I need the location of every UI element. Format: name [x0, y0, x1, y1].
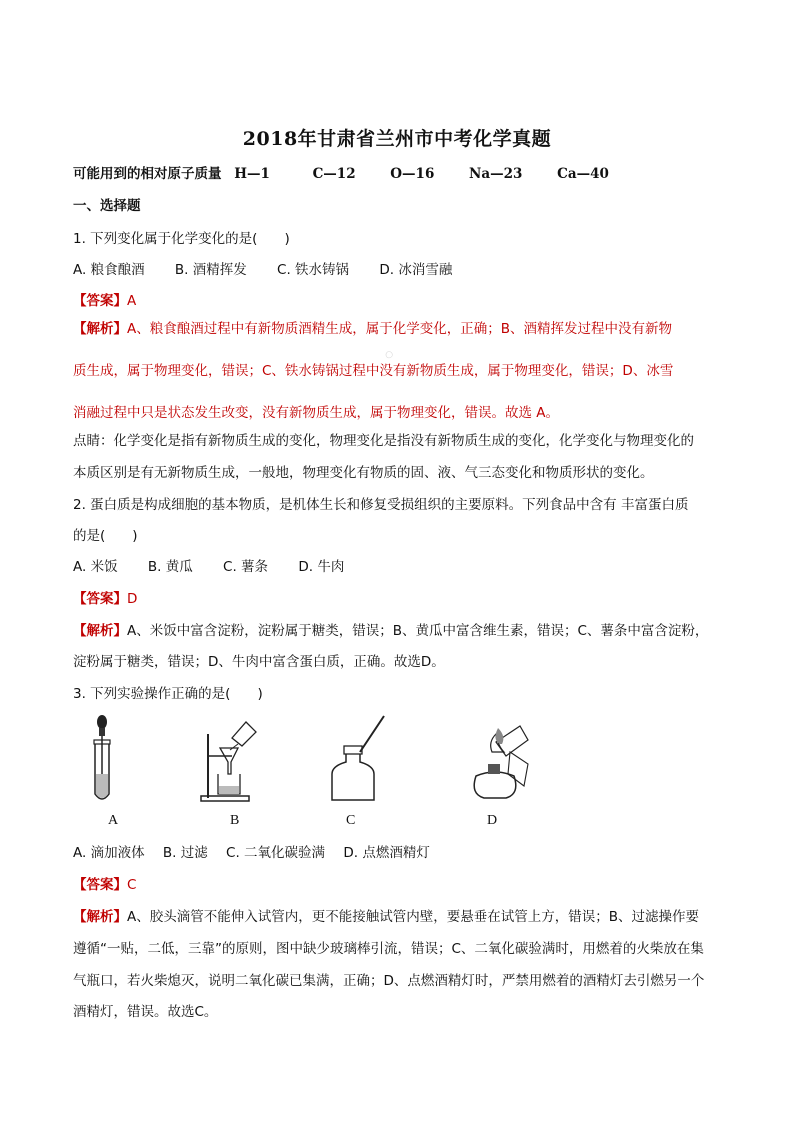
page-title: 2018年甘肃省兰州市中考化学真题 — [242, 128, 552, 150]
q1-note-line-1: 点睛：化学变化是指有新物质生成的变化，物理变化是指没有新物质生成的变化，化学变化与物理变化的 — [73, 433, 694, 449]
atomic-mass-row — [73, 164, 609, 184]
figure-a-dropper-test-tube — [82, 712, 152, 807]
section-heading: 一、选择题 — [73, 198, 141, 214]
q3-options — [73, 843, 456, 863]
q2-answer — [73, 589, 137, 609]
q3-analysis-line-4: 酒精灯，错误。故选C。 — [73, 1004, 218, 1020]
q1-analysis-line-3: 消融过程中只是状态发生改变，没有新物质生成，属于物理变化，错误。故选 A。 — [73, 405, 560, 421]
q2-option-d: D. 牛肉 — [298, 559, 345, 575]
q3-answer-tag: 【答案】 — [73, 877, 127, 893]
figure-d-label: D — [487, 813, 498, 828]
q1-analysis-line-2: 质生成，属于物理变化，错误；C、铁水铸锅过程中没有新物质生成，属于物理变化，错误；D、冰雪 — [73, 363, 674, 379]
q3-option-a: A. 滴加液体 — [73, 845, 145, 861]
q1-option-b: B. 酒精挥发 — [174, 262, 247, 278]
q2-stem-line-1: 2. 蛋白质是构成细胞的基本物质，是机体生长和修复受损组织的主要原料。下列食品中含有 丰富蛋白质 — [73, 497, 689, 513]
q3-analysis-line-2: 遵循“一贴，二低，三靠”的原则，图中缺少玻璃棒引流，错误；C、二氧化碳验满时，用燃着的火柴放在集 — [73, 941, 704, 957]
figure-a-label: A — [108, 813, 119, 828]
figure-b-label: B — [230, 813, 240, 828]
q3-stem: 3. 下列实验操作正确的是( ) — [73, 686, 263, 702]
q1-analysis-tag: 【解析】 — [73, 321, 127, 337]
atomic-mass-label: 可能用到的相对原子质量 — [73, 166, 222, 182]
q2-option-a: A. 米饭 — [73, 559, 118, 575]
q1-analysis-text-1: A、粮食酿酒过程中有新物质酒精生成，属于化学变化，正确；B、酒精挥发过程中没有新物 — [127, 321, 672, 337]
figure-c-co2-test — [322, 712, 392, 807]
figure-b-filtration — [198, 712, 268, 807]
q2-analysis-text-1: A、米饭中富含淀粉，淀粉属于糖类，错误；B、黄瓜中富含维生素，错误；C、薯条中富含淀粉， — [127, 623, 709, 639]
q2-analysis-line-2: 淀粉属于糖类，错误；D、牛肉中富含蛋白质，正确。故选D。 — [73, 654, 445, 670]
q3-answer-value: C — [127, 877, 137, 893]
q1-note-line-2: 本质区别是有无新物质生成，一般地，物理变化有物质的固、液、气三态变化和物质形状的变化。 — [73, 465, 654, 481]
q1-options — [73, 260, 478, 280]
mass-h: H—1 — [234, 166, 270, 182]
q3-analysis-line-3: 气瓶口，若火柴熄灭，说明二氧化碳已集满，正确；D、点燃酒精灯时，严禁用燃着的酒精灯去引燃另一个 — [73, 973, 705, 989]
figure-c-label: C — [346, 813, 356, 828]
q1-analysis-line-1 — [73, 319, 672, 339]
q2-answer-tag: 【答案】 — [73, 591, 127, 607]
q1-option-a: A. 粮食酿酒 — [73, 262, 145, 278]
q2-option-c: C. 薯条 — [223, 559, 269, 575]
watermark-mark: ○ — [382, 348, 396, 362]
q2-answer-value: D — [127, 591, 138, 607]
q1-answer-tag: 【答案】 — [73, 293, 127, 309]
q3-analysis-line-1 — [73, 907, 699, 927]
mass-o: O—16 — [390, 166, 435, 182]
q1-option-c: C. 铁水铸锅 — [277, 262, 350, 278]
q2-options — [73, 557, 370, 577]
q3-option-b: B. 过滤 — [162, 845, 208, 861]
mass-c: C—12 — [312, 166, 356, 182]
mass-na: Na—23 — [469, 166, 523, 182]
q1-stem: 1. 下列变化属于化学变化的是( ) — [73, 231, 290, 247]
q3-option-c: C. 二氧化碳验满 — [226, 845, 326, 861]
q1-option-d: D. 冰消雪融 — [379, 262, 453, 278]
q3-answer — [73, 875, 136, 895]
q2-analysis-line-1 — [73, 621, 708, 641]
q1-answer-value: A — [127, 293, 137, 309]
q2-analysis-tag: 【解析】 — [73, 623, 127, 639]
q1-answer — [73, 291, 136, 311]
figure-d-alcohol-lamp — [462, 712, 532, 807]
q3-option-d: D. 点燃酒精灯 — [343, 845, 430, 861]
mass-ca: Ca—40 — [557, 166, 609, 182]
q3-analysis-text-1: A、胶头滴管不能伸入试管内，更不能接触试管内壁，要悬垂在试管上方，错误；B、过滤操作要 — [127, 909, 699, 925]
q2-option-b: B. 黄瓜 — [147, 559, 193, 575]
q2-stem-line-2: 的是( ) — [73, 528, 138, 544]
q3-analysis-tag: 【解析】 — [73, 909, 127, 925]
